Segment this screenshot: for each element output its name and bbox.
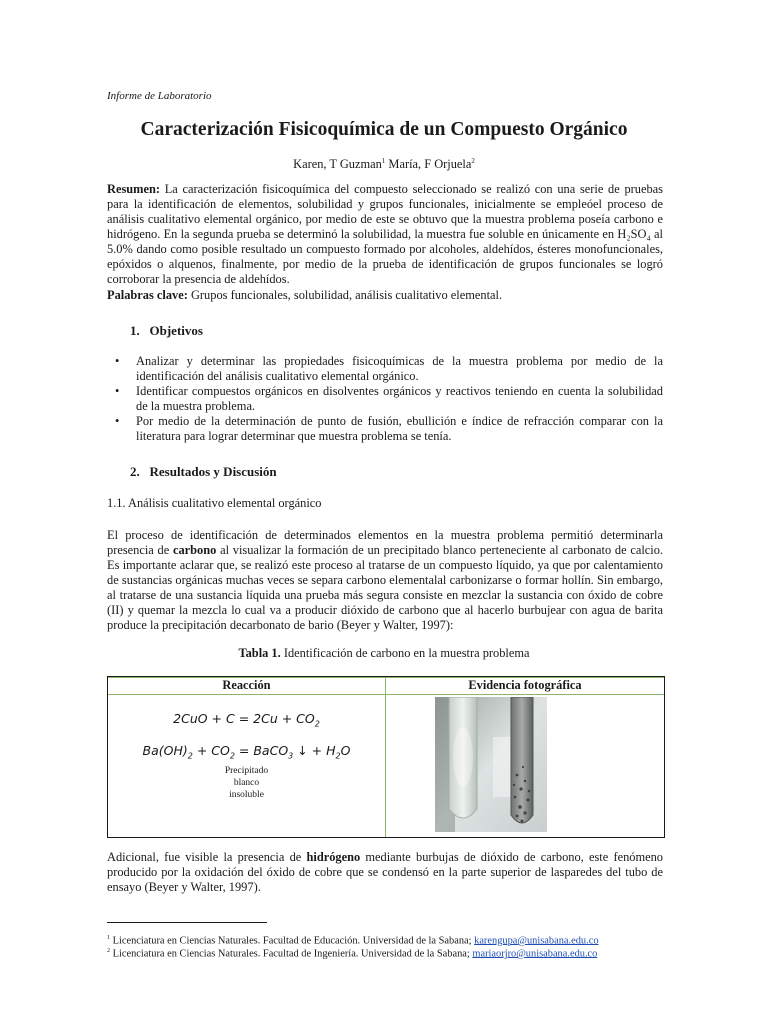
- equation-text: O: [340, 743, 351, 758]
- section-number: 2.: [130, 464, 140, 479]
- paragraph-bold: hidrógeno: [306, 850, 361, 864]
- author-2-sup: 2: [471, 157, 475, 165]
- section-title: Resultados y Discusión: [149, 464, 277, 479]
- bullet-icon: •: [115, 354, 120, 368]
- equation-text: 2CuO + C = 2Cu + CO: [173, 711, 315, 726]
- equation-text: Ba(OH): [142, 743, 188, 758]
- footnote-text: Licenciatura en Ciencias Naturales. Facultad de Educación. Universidad de la Sabana;: [112, 935, 475, 947]
- abstract-label: Resumen:: [107, 182, 160, 196]
- caption-label: Tabla 1.: [238, 646, 281, 660]
- objectives-list: [107, 354, 663, 444]
- abstract: [107, 182, 663, 287]
- keywords: [107, 288, 663, 303]
- table-identificacion-carbono: [107, 676, 665, 838]
- list-item-text: Analizar y determinar las propiedades fisicoquímicas de la muestra problema por medio de la identificación del análisis cualitativo elemental orgánico.: [136, 354, 663, 383]
- equation-subscript: 2: [335, 751, 341, 761]
- paragraph-text: mediante burbujas de dióxido de carbono, este fenómeno producido por la oxidación del óxido de cobre que se condensó en la parte superior de lasparedes del tubo de ensayo (Beyer y Walter, 1997).: [107, 850, 663, 894]
- author-1: Karen, T Guzman: [293, 157, 382, 172]
- footnote-2: [107, 945, 597, 960]
- section-title: Objetivos: [149, 323, 203, 338]
- table-header-evidencia: Evidencia fotográfica: [386, 677, 664, 695]
- section-number: 1.: [130, 323, 140, 338]
- paragraph-hidrogeno: [107, 850, 663, 895]
- author-1-sup: 1: [381, 157, 386, 165]
- list-item: [107, 414, 663, 444]
- equation-text: + CO: [192, 743, 230, 758]
- equation-subscript: 2: [229, 751, 235, 761]
- footnote-sup: 2: [107, 948, 110, 954]
- footnote-text: Licenciatura en Ciencias Naturales. Facultad de Ingeniería. Universidad de la Sabana;: [112, 948, 473, 960]
- equation-1: [108, 711, 385, 732]
- paragraph-bold: carbono: [172, 543, 217, 557]
- equation-text: ↓ + H: [293, 743, 336, 758]
- list-item-text: Identificar compuestos orgánicos en disolventes orgánicos y reactivos teniendo en cuenta la solubilidad de la muestra problema.: [136, 384, 663, 413]
- equation-2: [108, 743, 385, 764]
- equation-subscript: 2: [187, 751, 193, 761]
- bullet-icon: •: [115, 414, 120, 428]
- paragraph-text: al visualizar la formación de un precipitado blanco perteneciente al carbonato de calcio. Es importante aclarar que, se realizó este proceso al tratarse de un compuesto líquido, ya que por calentamiento de sustancias orgánicas muchas veces se separa carbono elementalal carbonizarse o formar hollín. Sin embargo, al tratarse de una sustancia líquida una prueba más segura consiste en mezclar la sustancia con óxido de cobre (II) y quemar la mezcla lo cual va a producir dióxido de carbono que al hacerlo burbujear con agua de barita produce la precipitación decarbonato de bario (Beyer y Walter, 1997):: [107, 543, 663, 632]
- table-caption: [0, 646, 768, 661]
- email-link[interactable]: karengupa@unisabana.edu.co: [474, 935, 599, 947]
- table-header-reaccion: Reacción: [108, 677, 385, 695]
- paragraph-text: El proceso de identificación de determinados elementos en la muestra problema permitió determinarla presencia de: [107, 528, 663, 557]
- abstract-text: La caracterización fisicoquímica del compuesto seleccionado se realizó con una serie de pruebas para la identificación de elementos, solubilidad y grupos funcionales, inicialmente se empleóel proceso de análisis cualitativo elemental orgánico, por medio de este se obtuvo que la muestra problema poseía carbono e hidrógeno. En la segunda prueba se determinó la solubilidad, la muestra fue soluble en únicamente en H₂SO₄ al 5.0% dando como posible resultado un compuesto formado por alcoholes, aldehídos, ésteres monofuncionales, epóxidos o alquenos, finalmente, por medio de la prueba de identificación de grupos funcionales se logró corroborar la presencia de aldehídos.: [107, 182, 663, 286]
- equation-text: = BaCO: [234, 743, 289, 758]
- note-line: insoluble: [229, 790, 264, 800]
- note-line: Precipitado: [224, 766, 269, 776]
- equation-subscript: 2: [314, 719, 320, 729]
- subsection-heading: 1.1. Análisis cualitativo elemental orgánico: [107, 496, 322, 510]
- authors-line: [0, 154, 768, 172]
- footnote-divider: [107, 922, 267, 923]
- header-note: Informe de Laboratorio: [107, 90, 212, 102]
- equation-subscript: 3: [288, 751, 294, 761]
- section-heading-objetivos: [130, 323, 203, 338]
- paragraph-carbono: [107, 528, 663, 633]
- caption-text: Identificación de carbono en la muestra problema: [283, 646, 530, 660]
- list-item: [107, 384, 663, 414]
- keywords-label: Palabras clave:: [107, 288, 188, 302]
- keywords-text: Grupos funcionales, solubilidad, análisis cualitativo elemental.: [190, 288, 503, 302]
- list-item: [107, 354, 663, 384]
- paragraph-text: Adicional, fue visible la presencia de: [107, 850, 307, 864]
- column-divider: [385, 677, 386, 837]
- bullet-icon: •: [115, 384, 120, 398]
- precipitate-note: [108, 765, 385, 801]
- test-tubes-photo: [435, 697, 547, 832]
- email-link[interactable]: mariaorjro@unisabana.edu.co: [472, 948, 598, 960]
- section-heading-resultados: [130, 464, 277, 479]
- author-2: María, F Orjuela: [388, 157, 472, 172]
- document-title: Caracterización Fisicoquímica de un Compuesto Orgánico: [140, 119, 628, 140]
- list-item-text: Por medio de la determinación de punto de fusión, ebullición e índice de refracción comparar con la literatura para lograr determinar que muestra problema se tenía.: [136, 414, 663, 443]
- note-line: blanco: [233, 778, 260, 788]
- footnote-sup: 1: [107, 935, 110, 941]
